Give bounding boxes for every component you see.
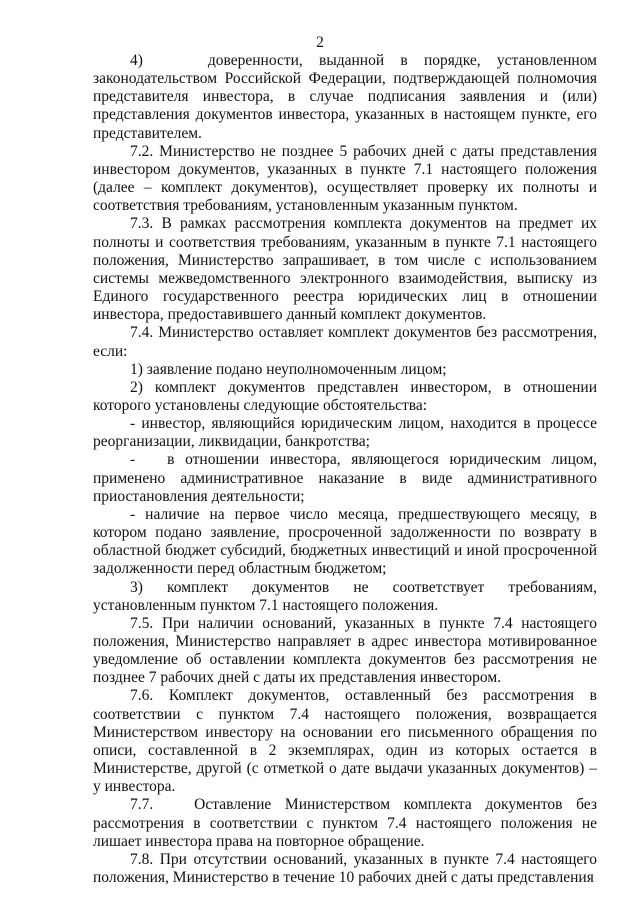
paragraph-7-7: 7.7. Оставление Министерством комплекта документов без рассмотрения в соответствии с пунктом 7.4 настоящего положения не лишает инвестора права на повторное обращение. xyxy=(93,796,597,850)
paragraph-7-5: 7.5. При наличии оснований, указанных в пункте 7.4 настоящего положения, Министерство направляет в адрес инвестора мотивированное уведомление об оставлении комплекта документов без рассмотрения не позднее 7 рабочих дней с даты их представления инвестором. xyxy=(93,614,597,687)
paragraph-7-3: 7.3. В рамках рассмотрения комплекта документов на предмет их полноты и соответствия требованиям, указанным в пункте 7.1 настоящего положения, Министерство запрашивает, в том числе с использованием системы межведомственного электронного взаимодействия, выписку из Единого государственного реестра юридических лиц в отношении инвестора, предоставившего данный комплект документов. xyxy=(93,215,597,324)
paragraph-7-4: 7.4. Министерство оставляет комплект документов без рассмотрения, если: xyxy=(93,324,597,360)
paragraph-item-4-power-of-attorney: 4) доверенности, выданной в порядке, установленном законодательством Российской Федерации, подтверждающей полномочия представителя инвестора, в случае подписания заявления и (или) представления документов инвестора, указанных в настоящем пункте, его представителем. xyxy=(93,52,597,142)
paragraph-7-6: 7.6. Комплект документов, оставленный без рассмотрения в соответствии с пунктом 7.4 настоящего положения, возвращается Министерством инвестору на основании его письменного обращения по описи, составленной в 2 экземплярах, один из которых остается в Министерстве, другой (с отметкой о дате выдачи указанных документов) – у инвестора. xyxy=(93,687,597,796)
sub-item-reorganization: - инвестор, являющийся юридическим лицом, находится в процессе реорганизации, ликвидации, банкротства; xyxy=(93,415,597,451)
list-item-7-4-3: 3) комплект документов не соответствует требованиям, установленным пунктом 7.1 настоящего положения. xyxy=(93,578,597,614)
sub-item-overdue-debt: - наличие на первое число месяца, предшествующего месяцу, в котором подано заявление, просроченной задолженности по возврату в областной бюджет субсидий, бюджетных инвестиций и иной просроченной задолженности перед областным бюджетом; xyxy=(93,505,597,578)
list-item-7-4-2: 2) комплект документов представлен инвестором, в отношении которого установлены следующие обстоятельства: xyxy=(93,378,597,414)
page-number: 2 xyxy=(316,34,324,51)
list-item-7-4-1: 1) заявление подано неуполномоченным лицом; xyxy=(130,360,447,378)
paragraph-7-2: 7.2. Министерство не позднее 5 рабочих дней с даты представления инвестором документов, указанных в пункте 7.1 настоящего положения (далее – комплект документов), осуществляет проверку их полноты и соответствия требованиям, установленным указанным пунктом. xyxy=(93,142,597,215)
document-body xyxy=(93,52,597,887)
sub-item-administrative-suspension: - в отношении инвестора, являющегося юридическим лицом, применено административное наказание в виде административного приостановления деятельности; xyxy=(93,451,597,505)
paragraph-7-8: 7.8. При отсутствии оснований, указанных в пункте 7.4 настоящего положения, Министерство в течение 10 рабочих дней с даты представления xyxy=(93,850,597,887)
